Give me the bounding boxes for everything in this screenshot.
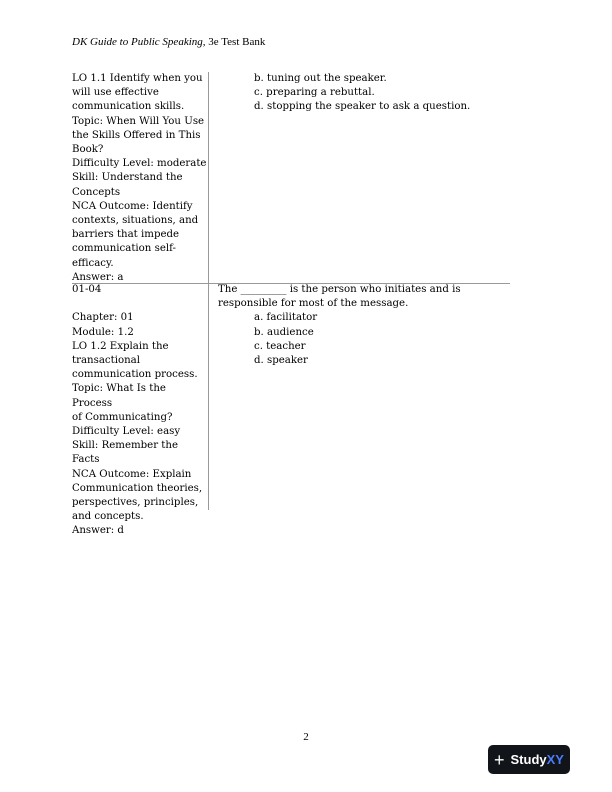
meta-line: Skill: Understand the [72,172,183,184]
question-row [72,283,510,537]
meta-line: Book? [72,144,104,156]
answer-option: b. tuning out the speaker. [254,73,387,84]
meta-line: Difficulty Level: easy [72,426,181,438]
badge-brand: Study [510,752,547,767]
meta-line: Module: 1.2 [72,326,134,338]
meta-line: LO 1.2 Explain the [72,340,169,352]
meta-line: communication process. [72,369,198,381]
meta-line: Communication theories, [72,482,203,494]
answer-line: Answer: a [72,271,124,283]
meta-line: communication self- [72,243,176,255]
meta-line: Concepts [72,186,121,198]
question-metadata [72,72,209,283]
page-header [72,36,265,48]
meta-line: communication skills. [72,101,185,113]
meta-line: and concepts. [72,511,144,523]
question-stem: The _________ is the person who initiates and is [218,284,461,295]
studyxy-badge[interactable] [488,745,570,774]
meta-line: Topic: When Will You Use [72,115,205,127]
question-content [218,283,510,368]
badge-brand-accent: XY [546,752,564,767]
question-row [72,72,510,284]
book-title: DK Guide to Public Speaking, [72,36,206,48]
meta-line: of Communicating? [72,411,173,423]
meta-line: Chapter: 01 [72,312,134,324]
book-subtitle: 3e Test Bank [205,36,266,48]
answer-line: Answer: d [72,525,124,537]
question-content [218,72,510,115]
meta-line: Difficulty Level: moderate [72,158,207,170]
page-number: 2 [303,731,309,743]
meta-line: NCA Outcome: Explain [72,468,192,480]
meta-line: contexts, situations, and [72,215,199,227]
meta-line: perspectives, principles, [72,497,199,509]
meta-line: Topic: What Is the Process [72,383,170,409]
meta-line: will use effective [72,87,159,99]
answer-option: d. speaker [254,355,308,367]
meta-line: efficacy. [72,257,114,269]
meta-line: barriers that impede [72,229,180,241]
plus-icon: + [494,749,505,770]
meta-line: the Skills Offered in This [72,129,201,141]
question-stem: responsible for most of the message. [218,298,409,310]
answer-option: c. teacher [254,340,306,352]
meta-line: Skill: Remember the Facts [72,440,182,466]
answer-option: c. preparing a rebuttal. [254,87,375,99]
question-metadata [72,283,209,537]
meta-line: LO 1.1 Identify when you [72,73,203,84]
answer-option: a. facilitator [254,312,318,324]
answer-option: b. audience [254,326,314,338]
answer-option: d. stopping the speaker to ask a question. [254,101,471,113]
meta-line: NCA Outcome: Identify [72,200,193,212]
meta-line: transactional [72,355,140,366]
question-code: 01-04 [72,284,102,295]
